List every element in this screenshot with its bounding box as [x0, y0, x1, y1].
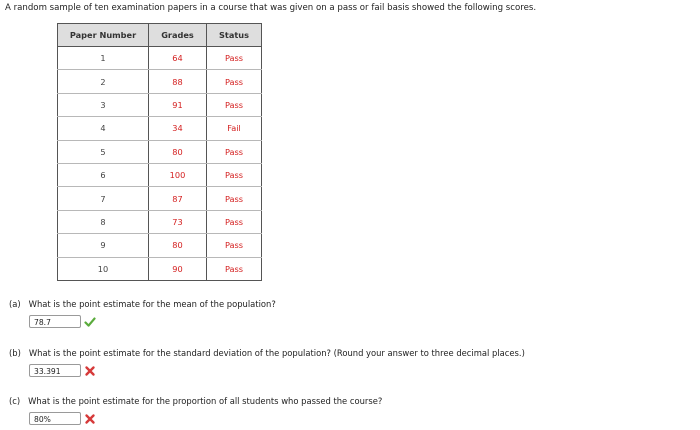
cell-paper-number: 10	[58, 257, 149, 280]
table-row	[58, 140, 262, 163]
question-c-letter: (c)	[9, 396, 21, 406]
table-row	[58, 210, 262, 233]
cell-grade: 91	[149, 93, 207, 116]
cell-paper-number: 6	[58, 163, 149, 186]
cell-paper-number: 4	[58, 117, 149, 140]
cell-paper-number: 7	[58, 187, 149, 210]
table-row	[58, 234, 262, 257]
cell-grade: 73	[149, 210, 207, 233]
table-header-row	[58, 24, 262, 47]
cell-grade: 90	[149, 257, 207, 280]
answer-c-input[interactable]: 80%	[29, 412, 81, 425]
cell-paper-number: 2	[58, 70, 149, 93]
cell-grade: 87	[149, 187, 207, 210]
cell-status: Pass	[207, 187, 262, 210]
cell-grade: 100	[149, 163, 207, 186]
cell-grade: 80	[149, 140, 207, 163]
cell-paper-number: 5	[58, 140, 149, 163]
header-paper-number: Paper Number	[58, 24, 149, 47]
cell-paper-number: 8	[58, 210, 149, 233]
table-row	[58, 93, 262, 116]
table-row	[58, 47, 262, 70]
cell-status: Pass	[207, 257, 262, 280]
question-a-text: What is the point estimate for the mean of the population?	[28, 299, 276, 309]
question-c-text: What is the point estimate for the proportion of all students who passed the course?	[28, 396, 383, 406]
question-c	[9, 396, 382, 406]
cell-status: Fail	[207, 117, 262, 140]
cell-paper-number: 1	[58, 47, 149, 70]
question-b	[9, 348, 525, 358]
question-b-text: What is the point estimate for the standard deviation of the population? (Round your answer to three decimal places.)	[28, 348, 525, 358]
answer-b-input[interactable]: 33.391	[29, 364, 81, 377]
cell-status: Pass	[207, 140, 262, 163]
header-grades: Grades	[149, 24, 207, 47]
cross-icon	[84, 365, 96, 377]
cell-status: Pass	[207, 234, 262, 257]
cell-paper-number: 9	[58, 234, 149, 257]
table-row	[58, 257, 262, 280]
problem-statement: A random sample of ten examination papers in a course that was given on a pass or fail basis showed the following scores.	[5, 3, 537, 13]
table-row	[58, 70, 262, 93]
table-row	[58, 187, 262, 210]
cell-status: Pass	[207, 93, 262, 116]
question-a-letter: (a)	[9, 299, 21, 309]
header-status: Status	[207, 24, 262, 47]
cell-status: Pass	[207, 70, 262, 93]
check-icon	[84, 316, 96, 328]
answer-a-input[interactable]: 78.7	[29, 315, 81, 328]
question-a	[9, 299, 276, 309]
cell-status: Pass	[207, 163, 262, 186]
cell-status: Pass	[207, 210, 262, 233]
question-b-letter: (b)	[9, 348, 21, 358]
scores-table	[57, 23, 262, 281]
table-row	[58, 117, 262, 140]
cell-grade: 88	[149, 70, 207, 93]
table-row	[58, 163, 262, 186]
cross-icon	[84, 413, 96, 425]
cell-grade: 34	[149, 117, 207, 140]
cell-grade: 64	[149, 47, 207, 70]
cell-grade: 80	[149, 234, 207, 257]
cell-status: Pass	[207, 47, 262, 70]
cell-paper-number: 3	[58, 93, 149, 116]
